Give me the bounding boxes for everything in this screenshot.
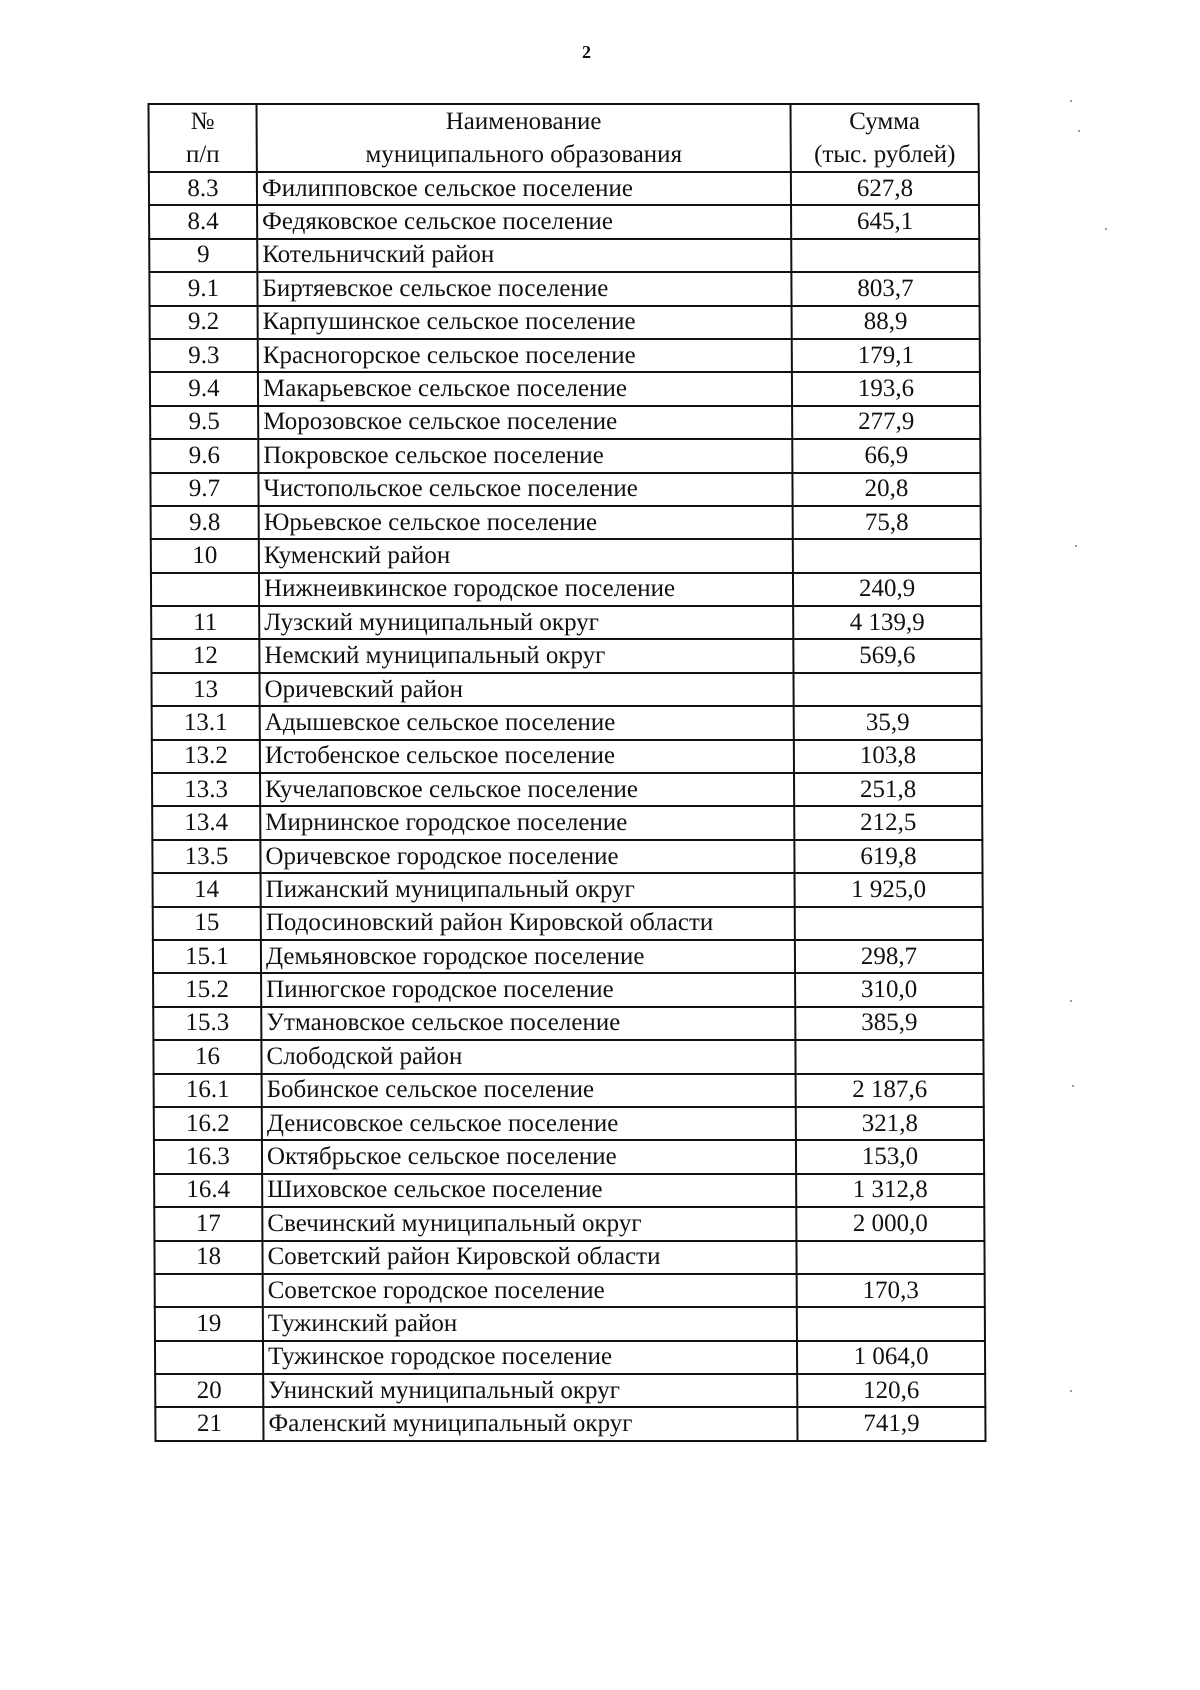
row-name: Тужинское городское поселение: [263, 1341, 797, 1374]
table-row: [155, 1407, 985, 1440]
table-row: [154, 1107, 984, 1140]
row-number: 13.2: [152, 740, 260, 773]
row-number: 13.1: [152, 706, 260, 739]
header-sum: [791, 104, 979, 172]
table-header-row: [149, 104, 979, 172]
row-number: 13.3: [152, 773, 260, 806]
row-sum: 103,8: [794, 740, 982, 773]
row-sum: 298,7: [795, 940, 983, 973]
row-sum: 88,9: [792, 306, 980, 339]
scan-speck: [1105, 228, 1107, 230]
row-name: Нижнеивкинское городское поселение: [259, 573, 793, 606]
table-row: [151, 506, 981, 539]
header-sum-line2: (тыс. рублей): [814, 141, 956, 168]
row-sum: 153,0: [796, 1140, 984, 1173]
row-sum: 1 925,0: [795, 873, 983, 906]
table-row: [153, 1040, 983, 1073]
row-number: 13.4: [152, 806, 260, 839]
table-row: [154, 1074, 984, 1107]
row-number: 15.3: [153, 1007, 261, 1040]
row-name: Мирнинское городское поселение: [260, 806, 794, 839]
row-number: 9.2: [150, 306, 258, 339]
row-name: Лузский муниципальный округ: [259, 606, 793, 639]
row-name: Морозовское сельское поселение: [258, 406, 792, 439]
row-sum: [796, 1241, 984, 1274]
row-name: Истобенское сельское поселение: [260, 740, 794, 773]
row-sum: 212,5: [794, 806, 982, 839]
row-name: Красногорское сельское поселение: [258, 339, 792, 372]
row-sum: 120,6: [797, 1374, 985, 1407]
table-row: [153, 973, 983, 1006]
row-name: Советский район Кировской области: [262, 1241, 796, 1274]
allocation-table: [147, 103, 986, 1442]
row-sum: 4 139,9: [793, 606, 981, 639]
scan-speck: [1075, 545, 1077, 547]
row-name: Шиховское сельское поселение: [262, 1174, 796, 1207]
table-row: [152, 840, 982, 873]
table-row: [154, 1140, 984, 1173]
table-row: [155, 1341, 985, 1374]
table-row: [153, 907, 983, 940]
row-number: 19: [155, 1307, 263, 1340]
row-name: Карпушинское сельское поселение: [258, 306, 792, 339]
page-number: 2: [582, 42, 591, 62]
row-name: Биртяевское сельское поселение: [257, 272, 791, 305]
header-name-line1: Наименование: [445, 108, 602, 135]
row-sum: 627,8: [791, 172, 979, 205]
row-sum: [795, 907, 983, 940]
row-number: 10: [151, 539, 259, 572]
table-row: [149, 205, 979, 238]
row-sum: 741,9: [797, 1407, 985, 1440]
header-num-line1: №: [190, 108, 215, 135]
row-name: Унинский муниципальный округ: [263, 1374, 797, 1407]
row-sum: 310,0: [795, 973, 983, 1006]
row-sum: 193,6: [792, 372, 980, 405]
row-number: 13: [151, 673, 259, 706]
row-name: Юрьевское сельское поселение: [259, 506, 793, 539]
table-row: [153, 1007, 983, 1040]
row-name: Бобинское сельское поселение: [262, 1074, 796, 1107]
table-row: [151, 606, 981, 639]
table-row: [151, 539, 981, 572]
row-sum: 321,8: [796, 1107, 984, 1140]
table-row: [150, 306, 980, 339]
row-name: Федяковское сельское поселение: [257, 205, 791, 238]
scan-speck: [1078, 130, 1080, 132]
row-name: Филипповское сельское поселение: [257, 172, 791, 205]
table-row: [151, 573, 981, 606]
table-row: [149, 239, 979, 272]
row-sum: 1 064,0: [797, 1341, 985, 1374]
table-row: [155, 1274, 985, 1307]
row-sum: 240,9: [793, 573, 981, 606]
row-sum: [791, 239, 979, 272]
scan-speck: [1070, 1390, 1072, 1392]
row-number: 9.5: [150, 406, 258, 439]
row-name: Свечинский муниципальный округ: [262, 1207, 796, 1240]
table-row: [149, 172, 979, 205]
row-number: 8.4: [149, 205, 257, 238]
row-number: 9.6: [150, 439, 258, 472]
row-number: 15.2: [153, 973, 261, 1006]
table-row: [152, 706, 982, 739]
row-name: Макарьевское сельское поселение: [258, 372, 792, 405]
header-num: [149, 104, 257, 172]
row-sum: [797, 1307, 985, 1340]
scan-speck: [1070, 100, 1072, 102]
row-name: Оричевское городское поселение: [260, 840, 794, 873]
row-name: Тужинский район: [263, 1307, 797, 1340]
row-sum: 803,7: [791, 272, 979, 305]
table-row: [154, 1174, 984, 1207]
row-name: Чистопольское сельское поселение: [258, 473, 792, 506]
row-number: [155, 1341, 263, 1374]
row-number: 16.2: [154, 1107, 262, 1140]
row-name: Котельничский район: [257, 239, 791, 272]
row-number: 18: [154, 1241, 262, 1274]
row-name: Адышевское сельское поселение: [260, 706, 794, 739]
row-number: 9.7: [150, 473, 258, 506]
row-sum: 179,1: [792, 339, 980, 372]
table-row: [152, 806, 982, 839]
row-sum: 1 312,8: [796, 1174, 984, 1207]
row-name: Куменский район: [259, 539, 793, 572]
row-sum: 66,9: [792, 439, 980, 472]
row-sum: 170,3: [797, 1274, 985, 1307]
row-name: Денисовское сельское поселение: [262, 1107, 796, 1140]
table-row: [154, 1207, 984, 1240]
row-sum: [793, 673, 981, 706]
row-name: Кучелаповское сельское поселение: [260, 773, 794, 806]
row-name: Слободской район: [261, 1040, 795, 1073]
row-number: 15.1: [153, 940, 261, 973]
table-row: [150, 372, 980, 405]
row-number: 13.5: [152, 840, 260, 873]
row-number: 14: [153, 873, 261, 906]
row-name: Фаленский муниципальный округ: [263, 1407, 797, 1440]
scan-speck: [1070, 1000, 1072, 1002]
row-number: 21: [155, 1407, 263, 1440]
row-name: Немский муниципальный округ: [259, 639, 793, 672]
row-number: 9.4: [150, 372, 258, 405]
table-row: [152, 740, 982, 773]
row-name: Пижанский муниципальный округ: [261, 873, 795, 906]
table-row: [150, 406, 980, 439]
row-number: [155, 1274, 263, 1307]
row-name: Оричевский район: [259, 673, 793, 706]
table-row: [151, 673, 981, 706]
table-row: [151, 639, 981, 672]
header-num-line2: п/п: [185, 141, 220, 168]
row-sum: [793, 539, 981, 572]
table-row: [155, 1374, 985, 1407]
row-number: 16.4: [154, 1174, 262, 1207]
row-number: 9.3: [150, 339, 258, 372]
row-number: 20: [155, 1374, 263, 1407]
table-row: [150, 339, 980, 372]
row-sum: 2 187,6: [796, 1074, 984, 1107]
table-row: [153, 940, 983, 973]
row-number: 9.8: [151, 506, 259, 539]
row-name: Пинюгское городское поселение: [261, 973, 795, 1006]
table-row: [152, 773, 982, 806]
row-sum: 645,1: [791, 205, 979, 238]
row-number: 17: [154, 1207, 262, 1240]
header-name-line2: муниципального образования: [365, 141, 683, 168]
row-sum: 619,8: [794, 840, 982, 873]
row-sum: 20,8: [792, 473, 980, 506]
row-number: 16.1: [154, 1074, 262, 1107]
header-sum-line1: Сумма: [849, 108, 921, 135]
row-name: Покровское сельское поселение: [258, 439, 792, 472]
table-row: [153, 873, 983, 906]
row-name: Утмановское сельское поселение: [261, 1007, 795, 1040]
row-name: Советское городское поселение: [263, 1274, 797, 1307]
header-name: [257, 104, 791, 172]
row-number: 12: [151, 639, 259, 672]
row-number: 16.3: [154, 1140, 262, 1173]
row-number: 8.3: [149, 172, 257, 205]
row-sum: 277,9: [792, 406, 980, 439]
row-sum: 385,9: [795, 1007, 983, 1040]
table-row: [155, 1307, 985, 1340]
row-number: 16: [153, 1040, 261, 1073]
row-name: Демьяновское городское поселение: [261, 940, 795, 973]
row-sum: 251,8: [794, 773, 982, 806]
row-sum: 2 000,0: [796, 1207, 984, 1240]
row-sum: 569,6: [793, 639, 981, 672]
row-name: Подосиновский район Кировской области: [261, 907, 795, 940]
table-row: [150, 439, 980, 472]
row-name: Октябрьское сельское поселение: [262, 1140, 796, 1173]
row-number: 15: [153, 907, 261, 940]
table-row: [154, 1241, 984, 1274]
table-row: [149, 272, 979, 305]
row-sum: [795, 1040, 983, 1073]
row-number: 11: [151, 606, 259, 639]
row-sum: 75,8: [793, 506, 981, 539]
row-number: 9.1: [149, 272, 257, 305]
row-number: [151, 573, 259, 606]
table-row: [150, 473, 980, 506]
row-number: 9: [149, 239, 257, 272]
row-sum: 35,9: [794, 706, 982, 739]
scan-speck: [1072, 1085, 1074, 1087]
